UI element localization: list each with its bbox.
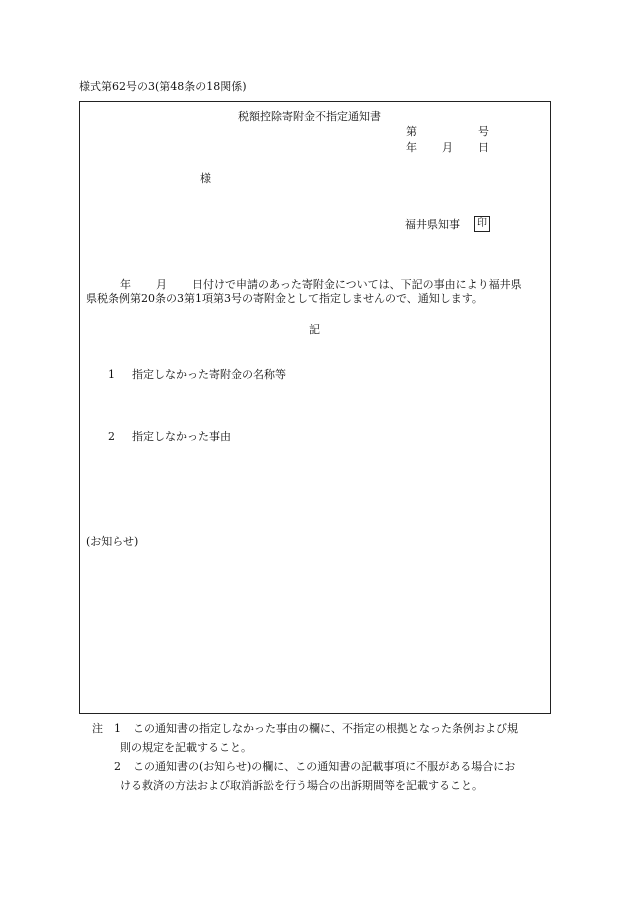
note-1-number: 1 <box>114 722 121 735</box>
note-2-line-1: この通知書の(お知らせ)の欄に、この通知書の記載事項に不服がある場合にお <box>133 760 516 773</box>
seal-mark: 印 <box>474 216 490 232</box>
note-1-line-2: 則の規定を記載すること。 <box>120 741 252 754</box>
note-1-line-1: この通知書の指定しなかった事由の欄に、不指定の根拠となった条例および規 <box>133 722 518 735</box>
note-2-number: 2 <box>114 760 121 773</box>
addressee-suffix: 様 <box>200 172 211 185</box>
item-1 <box>108 368 286 382</box>
notice-label: (お知らせ) <box>86 535 139 548</box>
ki-heading: 記 <box>309 323 320 336</box>
body-line-1: 日付けで申請のあった寄附金については、下記の事由により福井県 <box>192 278 522 291</box>
item-1-label: 指定しなかった寄附金の名称等 <box>132 368 286 381</box>
body-month-label: 月 <box>156 278 167 291</box>
date-day-label: 日 <box>478 141 489 154</box>
item-2 <box>108 430 231 444</box>
issuer-name: 福井県知事 <box>405 218 460 231</box>
note-2-line-2: ける救済の方法および取消訴訟を行う場合の出訴期間等を記載すること。 <box>120 779 483 792</box>
notes-heading: 注 <box>92 722 103 735</box>
document-frame <box>79 101 551 714</box>
body-year-label: 年 <box>120 278 131 291</box>
item-2-label: 指定しなかった事由 <box>132 430 231 443</box>
date-month-label: 月 <box>442 141 453 154</box>
document-title: 税額控除寄附金不指定通知書 <box>238 110 381 123</box>
item-2-number: 2 <box>108 430 115 443</box>
item-1-number: 1 <box>108 368 115 381</box>
number-suffix: 号 <box>478 125 489 138</box>
date-year-label: 年 <box>406 141 417 154</box>
body-line-2: 県税条例第20条の3第1項第3号の寄附金として指定しませんので、通知します。 <box>86 292 483 305</box>
form-label: 様式第62号の3(第48条の18関係) <box>79 80 247 93</box>
number-prefix: 第 <box>406 125 417 138</box>
